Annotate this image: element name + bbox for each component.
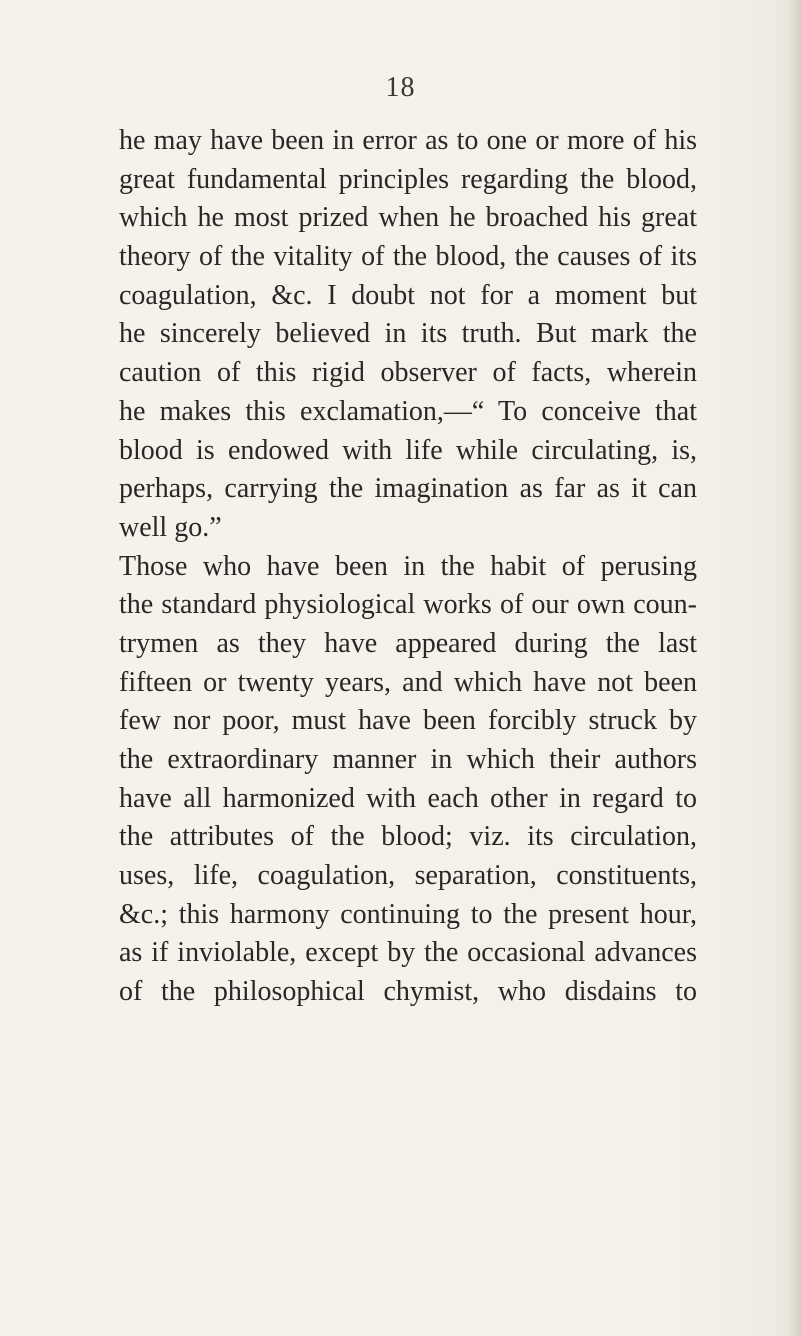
text-line: have all harmonized with each other in regard to [119, 782, 697, 814]
text-line: fifteen or twenty years, and which have not been [119, 666, 697, 698]
text-line: he may have been in error as to one or more of his [119, 125, 697, 156]
text-line: &c.; this harmony continuing to the present hour, [119, 898, 697, 930]
text-line: he sincerely believed in its truth. But mark the [119, 318, 697, 350]
text-line: few nor poor, must have been forcibly struck by [119, 705, 697, 737]
text-line: great fundamental principles regarding the blood, [119, 163, 697, 195]
page-number: 18 [385, 72, 416, 103]
text-line: caution of this rigid observer of facts, wherein [119, 357, 697, 389]
text-line: as if inviolable, except by the occasional advances [119, 937, 697, 969]
page-edge-shadow [787, 0, 801, 1336]
text-line: trymen as they have appeared during the last [119, 627, 697, 659]
text-line: the attributes of the blood; viz. its circulation, [119, 821, 697, 853]
text-line: Those who have been in the habit of perusing [119, 550, 697, 582]
text-line: the extraordinary manner in which their authors [119, 744, 697, 775]
text-line: which he most prized when he broached his great [119, 202, 697, 234]
body-text [119, 122, 697, 1012]
text-line: theory of the vitality of the blood, the causes of its [119, 241, 697, 273]
text-line: perhaps, carrying the imagination as far as it can [119, 473, 697, 505]
text-line: he makes this exclamation,—“ To conceive that [119, 395, 697, 427]
text-line: blood is endowed with life while circulating, is, [119, 434, 697, 466]
text-line: well go.” [119, 511, 222, 543]
text-line: coagulation, &c. I doubt not for a moment but [119, 279, 697, 311]
text-line: uses, life, coagulation, separation, constituents, [119, 860, 697, 892]
text-line: of the philosophical chymist, who disdains to [119, 976, 697, 1008]
text-line: the standard physiological works of our own coun- [119, 589, 697, 621]
